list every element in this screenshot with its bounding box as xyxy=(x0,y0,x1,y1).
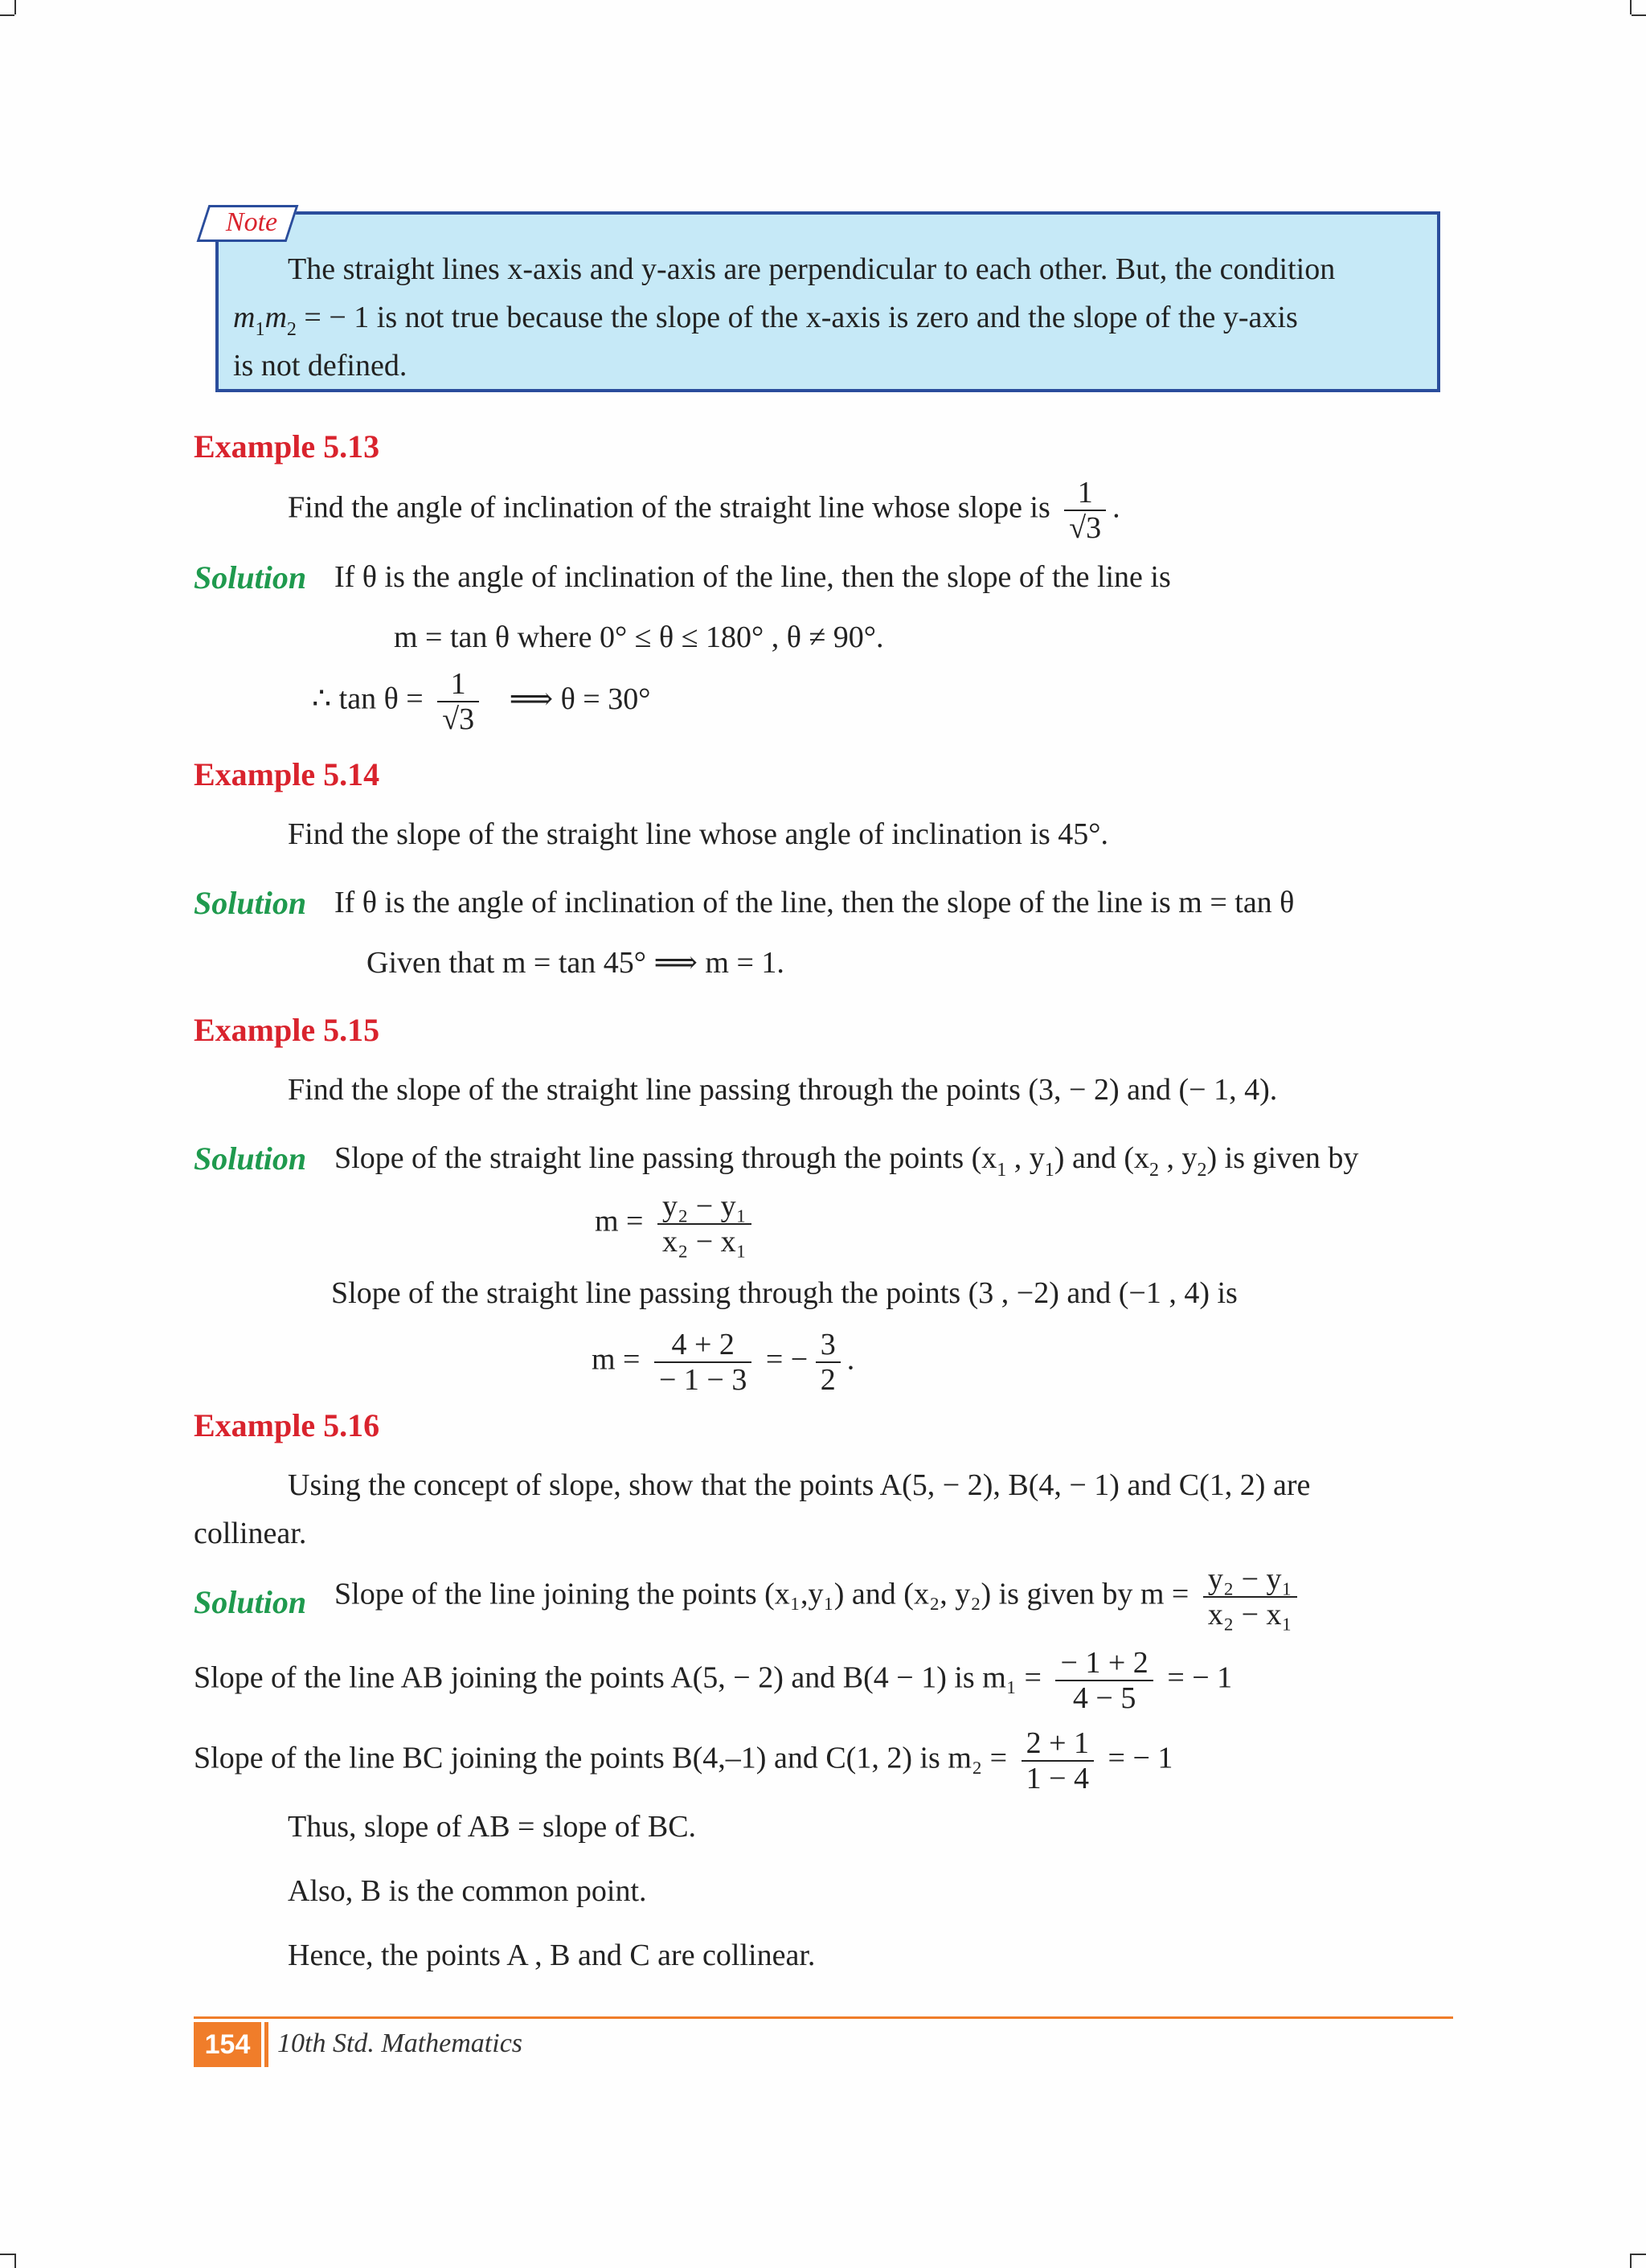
note-line-3: is not defined. xyxy=(233,349,407,383)
example-5-15-heading: Example 5.15 xyxy=(194,1012,380,1048)
ex15-solution-label: Solution xyxy=(194,1140,307,1177)
ex15-sub-3: 2 xyxy=(1149,1160,1159,1181)
ex15-eq2-num: 4 + 2 xyxy=(654,1328,751,1363)
ex13-equation-2 xyxy=(312,667,650,736)
crop-mark-top-right-v xyxy=(1630,0,1632,14)
ex15-eq2-fraction-2 xyxy=(816,1328,841,1397)
example-5-13-heading: Example 5.13 xyxy=(194,428,380,465)
ex15-sol-part-a: Slope of the straight line passing through the points (x xyxy=(334,1141,997,1175)
ex16-ab-text: Slope of the line AB joining the points A(5, − 2) and B(4 − 1) is m₁ = xyxy=(194,1660,1042,1695)
ex14-solution-line-1: If θ is the angle of inclination of the line, then the slope of the line is m = tan θ xyxy=(334,886,1295,919)
ex13-solution-label: Solution xyxy=(194,559,307,596)
example-5-16-question-line-2: collinear. xyxy=(194,1517,307,1550)
crop-mark-top-left xyxy=(0,14,14,16)
ex15-solution-line-1 xyxy=(334,1140,1359,1181)
ex16-also: Also, B is the common point. xyxy=(288,1874,647,1908)
ex16-hence: Hence, the points A , B and C are collinear. xyxy=(288,1938,816,1972)
ex15-sub-1: 1 xyxy=(997,1160,1007,1181)
example-5-14-question: Find the slope of the straight line whose angle of inclination is 45°. xyxy=(288,817,1108,851)
ex16-slope-ab xyxy=(194,1646,1232,1715)
ex15-equation-1 xyxy=(595,1189,758,1259)
ex16-sol-num: y₂ − y₁ xyxy=(1203,1562,1297,1598)
ex16-solution-label: Solution xyxy=(194,1584,307,1620)
ex13-eq2-lhs: ∴ tan θ = xyxy=(312,682,424,716)
ex13-question-text: Find the angle of inclination of the straight line whose slope is xyxy=(288,490,1050,525)
ex15-eq2-end: . xyxy=(846,1342,855,1377)
ex13-solution-line-1: If θ is the angle of inclination of the line, then the slope of the line is xyxy=(334,560,1171,594)
ex15-sol-part-d: , y xyxy=(1158,1141,1198,1175)
ex13-eq2-fraction xyxy=(437,667,479,736)
note-line-1: The straight lines x-axis and y-axis are perpendicular to each other. But, the condition xyxy=(288,252,1336,286)
ex15-eq2-num-2: 3 xyxy=(816,1328,841,1363)
page-number-bar xyxy=(264,2022,268,2067)
ex15-sub-2: 1 xyxy=(1044,1160,1054,1181)
ex16-ab-end: = − 1 xyxy=(1167,1660,1233,1695)
ex16-slope-bc xyxy=(194,1726,1173,1795)
ex16-sol-fraction xyxy=(1203,1562,1297,1631)
example-5-16-heading: Example 5.16 xyxy=(194,1407,380,1443)
ex15-eq2-den: − 1 − 3 xyxy=(659,1363,747,1397)
ex16-ab-fraction xyxy=(1055,1646,1153,1715)
ex13-eq2-den: √3 xyxy=(442,702,475,736)
crop-mark-bottom-right-v xyxy=(1630,2254,1632,2268)
crop-mark-top-right xyxy=(1632,14,1646,16)
example-5-15-question: Find the slope of the straight line passing through the points (3, − 2) and (− 1, 4). xyxy=(288,1073,1278,1107)
ex15-eq1-lhs: m = xyxy=(595,1204,644,1238)
ex15-eq2-mid: = − xyxy=(765,1342,809,1377)
note-line-2-rest: = − 1 is not true because the slope of the x-axis is zero and the slope of the y-axis xyxy=(296,301,1298,334)
ex13-question-fraction xyxy=(1064,476,1106,545)
note-tag: Note xyxy=(225,207,278,237)
example-5-16-question-line-1: Using the concept of slope, show that the points A(5, − 2), B(4, − 1) and C(1, 2) are xyxy=(288,1468,1311,1502)
note-m1: m xyxy=(233,301,256,334)
ex15-sol-part-c: ) and (x xyxy=(1054,1141,1149,1175)
page-number: 154 xyxy=(204,2029,251,2060)
ex15-eq2-lhs: m = xyxy=(592,1342,641,1377)
footer-rule xyxy=(194,2016,1453,2019)
ex15-eq2-fraction xyxy=(654,1328,751,1397)
ex15-solution-line-2: Slope of the straight line passing through the points (3 , −2) and (−1 , 4) is xyxy=(331,1276,1238,1310)
ex15-sub-4: 2 xyxy=(1197,1160,1207,1181)
crop-mark-bottom-right xyxy=(1632,2254,1646,2255)
ex13-eq2-num: 1 xyxy=(437,667,479,702)
ex13-question-end: . xyxy=(1112,490,1120,525)
example-5-14-heading: Example 5.14 xyxy=(194,756,380,792)
ex15-sol-part-b: , y xyxy=(1006,1141,1045,1175)
ex16-sol-den: x₂ − x₁ xyxy=(1207,1598,1292,1631)
ex15-eq2-den-2: 2 xyxy=(820,1363,836,1397)
ex14-equation-1: Given that m = tan 45° ⟹ m = 1. xyxy=(366,946,784,980)
ex16-sol-text: Slope of the line joining the points (x₁,y₁) and (x₂, y₂) is given by m = xyxy=(334,1577,1189,1611)
ex13-frac-den: √3 xyxy=(1069,511,1102,545)
crop-mark-bottom-left-v xyxy=(14,2254,16,2268)
ex13-eq2-result: ⟹ θ = 30° xyxy=(509,682,651,716)
ex16-bc-num: 2 + 1 xyxy=(1022,1726,1094,1762)
footer-book-title: 10th Std. Mathematics xyxy=(277,2029,523,2058)
crop-mark-bottom-left xyxy=(0,2254,14,2255)
note-sub2: 2 xyxy=(286,319,297,340)
note-m2: m xyxy=(264,301,287,334)
ex15-eq1-den: x₂ − x₁ xyxy=(662,1225,747,1259)
ex16-solution-line-1 xyxy=(334,1562,1304,1631)
example-5-13-question xyxy=(288,476,1120,545)
ex15-eq1-fraction xyxy=(657,1189,751,1259)
ex14-solution-label: Solution xyxy=(194,885,307,921)
ex16-bc-den: 1 − 4 xyxy=(1026,1762,1090,1795)
ex15-equation-2 xyxy=(592,1328,854,1397)
ex16-thus: Thus, slope of AB = slope of BC. xyxy=(288,1810,697,1844)
ex16-bc-text: Slope of the line BC joining the points B(4,–1) and C(1, 2) is m₂ = xyxy=(194,1741,1008,1775)
ex15-sol-part-e: ) is given by xyxy=(1206,1141,1359,1175)
ex16-ab-num: − 1 + 2 xyxy=(1055,1646,1153,1681)
ex13-frac-num: 1 xyxy=(1064,476,1106,511)
ex13-equation-1: m = tan θ where 0° ≤ θ ≤ 180° , θ ≠ 90°. xyxy=(394,620,884,654)
crop-mark-top-left-v xyxy=(14,0,16,14)
ex16-bc-fraction xyxy=(1022,1726,1094,1795)
ex16-bc-end: = − 1 xyxy=(1108,1741,1173,1775)
note-line-2 xyxy=(233,299,1298,340)
note-sub1: 1 xyxy=(255,319,265,340)
ex16-ab-den: 4 − 5 xyxy=(1072,1681,1136,1715)
ex15-eq1-num: y₂ − y₁ xyxy=(657,1189,751,1225)
